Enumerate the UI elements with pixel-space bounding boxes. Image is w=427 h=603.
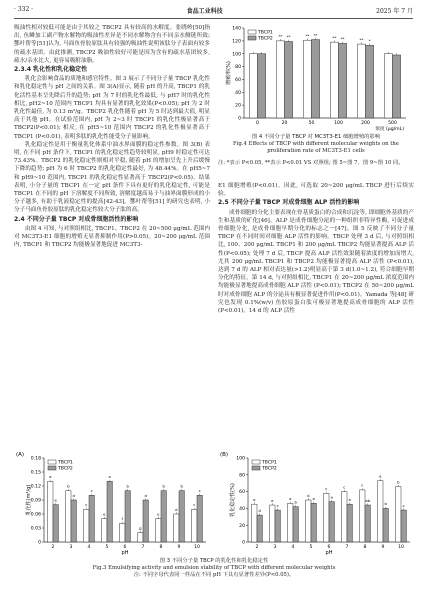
y-tick-label: 20 xyxy=(239,523,245,529)
bar xyxy=(312,40,320,118)
significance-label: c xyxy=(276,502,279,508)
significance-label: d xyxy=(258,507,261,513)
x-tick-label: 100 xyxy=(334,121,343,126)
bar xyxy=(324,493,329,542)
section-heading: 2.4 不同分子量 TBCP 对成骨细胞活性的影响 xyxy=(14,215,139,223)
significance-label: b xyxy=(180,483,183,489)
significance-label: a xyxy=(379,473,382,479)
significance-label: e xyxy=(271,497,274,503)
bar xyxy=(401,510,406,542)
significance-label: e xyxy=(253,497,256,503)
bar xyxy=(378,481,383,542)
significance-label: c xyxy=(402,502,405,508)
figure-4-chart xyxy=(218,22,414,134)
legend-swatch xyxy=(48,460,56,464)
significance-label: ab xyxy=(365,497,371,503)
y-tick-label: 0.15 xyxy=(30,470,41,476)
x-tick-label: 3 xyxy=(69,545,73,550)
significance-label: d xyxy=(144,492,147,498)
x-tick-label: 8 xyxy=(159,545,163,550)
x-tick-label: 5 xyxy=(105,545,109,550)
bar xyxy=(161,491,166,542)
significance-label: b xyxy=(162,483,165,489)
bar xyxy=(275,510,280,542)
y-tick-label: 40 xyxy=(235,90,241,96)
x-tick-label: 4 xyxy=(87,545,91,550)
bar xyxy=(125,491,130,542)
paragraph: 成骨细胞的分化主要表现在骨基质蛋白的合成和沉淀等, 即细胞外基质的产生和基质的矿化[46]。ALP 是成骨细胞分泌的一种组织非特异性酶, 可促进成骨细胞分化, 是成骨细胞早期分化的标志之一[47]。图 5 反映了不同分子量 TBCP 在不同时间对细胞 ALP 活性的影响。TBCP 处理 3 d 后, 与对照组相比, 100、200 μg/mL TBCP1 和 200 μg/mL TBCP2 均能显著提高 ALP 活性(P<0.05); 处理 7 d 后, TBCP 提高 ALP 活性效果随着浓度的增加而增大, 尤其 200 μg/mL TBCP1 和 TBCP2 均能极显著提高 ALP 活性 (P<0.01), 达到 7 d 的 ALP 相对表达量(>1.2)明显高于第 3 d(1.0~1.2), 符合细胞早期分化的特征。第 14 d, 与对照组相比, TBCP1 在 20~200 μg/mL 浓度范围内均能极显著地提高成骨细胞 ALP 活性 (P<0.01); TBCP2 在 50~200 μg/mL 时对成骨细胞 ALP 的分泌具有极显著促进作用(P<0.01)。Yamada 等[48] 研究也发现 0.1%(w/v) 鱼胶原蛋白肽可极显著地提高成骨细胞的 ALP 活性(P<0.01)。14 d 的 ALP 活性 xyxy=(218,209,414,315)
significance-label: e xyxy=(103,511,106,517)
paragraph: 由图 4 可知, 与对照组相比, TBCP1、TBCP2 在 20~500 μg/mL 范围内对 MC3T3-E1 细胞的增殖无显著抑制作用(P>0.05)。20~200 μg/mL 范围内, TBCP1 和 TBCP2 均能极显著地促进 MC3T3- xyxy=(14,225,210,249)
bar xyxy=(396,487,401,542)
significance-label: a xyxy=(49,474,52,480)
legend-label: TBCP2 xyxy=(262,466,277,472)
x-tick-label: 10 xyxy=(194,545,200,550)
panel-tag: (B) xyxy=(220,452,229,458)
bar xyxy=(330,42,338,118)
y-tick-label: 80 xyxy=(239,473,245,479)
journal-name: 食品工业科技 xyxy=(186,8,223,15)
y-axis-label: 乳化性(m²/g) xyxy=(26,484,32,516)
bar xyxy=(360,490,365,542)
left-column xyxy=(14,24,210,249)
x-tick-label: 8 xyxy=(363,545,367,550)
y-tick-label: 0.18 xyxy=(30,456,41,462)
significance-label: d xyxy=(175,506,178,512)
legend-swatch xyxy=(248,36,256,40)
bar xyxy=(138,533,143,542)
significance-label: e xyxy=(157,511,160,517)
legend-swatch xyxy=(248,30,256,34)
paragraph: 乳化会影响食品的质地和感官特性。图 3 展示了不同分子量 TBCP 乳化性和乳化稳定性与 pH 之间的关系。图 3(A)显示, 随着 pH 的升高, TBCP1 的乳化活性基本呈先降后升的趋势; pH 为 7 时的乳化性最低, 与 pH7 时的乳化性相比, pH2~10 范围内 TBCP1 均具有显著的乳化效果(P<0.05); pH 为 2 时乳化性最佳, 为 0.13 m²/g。TBCP2 乳化性随着 pH 为 5 时达到最大值, 明显高于其他 pH。在试验范围内, pH 为 2~3 时 TBCP1 的乳化性极显著高于 TBCP2(P<0.01); 相反, 在 pH5~10 范围内 TBCP2 的乳化性极显著高于 TBCP1 (P<0.01), 表明多肽的乳化性能受分子量影响。 xyxy=(14,76,210,140)
bar xyxy=(102,519,107,542)
significance-label: c xyxy=(361,482,364,488)
significance-label: c xyxy=(193,502,196,508)
bar xyxy=(257,515,262,542)
y-axis-label: 增殖率(%) xyxy=(226,61,232,85)
running-header xyxy=(14,6,413,19)
figure-3-caption xyxy=(14,558,414,579)
significance-label: a xyxy=(312,496,315,502)
significance-label: f xyxy=(121,516,123,522)
bar xyxy=(53,505,58,542)
significance-label: * xyxy=(368,38,371,44)
y-tick-label: 0 xyxy=(38,540,41,546)
x-tick-label: 7 xyxy=(141,545,145,550)
bar xyxy=(179,491,184,542)
x-tick-label: 6 xyxy=(327,545,331,550)
legend-label: TBCP2 xyxy=(58,466,73,472)
bar xyxy=(384,54,392,118)
significance-label: ** xyxy=(340,36,345,42)
page-number: · 332 · xyxy=(14,6,34,13)
bar xyxy=(285,42,293,119)
bar xyxy=(197,495,202,542)
figure-3b-chart xyxy=(218,448,414,556)
bar xyxy=(249,54,257,118)
section-heading: 2.3.4 乳化性和乳化稳定性 xyxy=(14,66,88,74)
x-tick-label: 4 xyxy=(291,545,295,550)
x-tick-label: 2 xyxy=(51,545,55,550)
bar xyxy=(48,481,53,542)
legend-label: TBCP1 xyxy=(258,30,273,36)
section-heading: 2.5 不同分子量 TBCP 对成骨细胞 ALP 活性的影响 xyxy=(218,199,360,207)
bar xyxy=(276,41,284,118)
significance-label: e xyxy=(289,496,292,502)
bar xyxy=(258,54,266,118)
bar xyxy=(329,502,334,542)
x-tick-label: 3 xyxy=(273,545,277,550)
bar xyxy=(311,503,316,542)
paragraph: E1 细胞增殖(P<0.01)。因此, 可选取 20~200 μg/mL TBCP 进行后续实验。 xyxy=(218,183,414,198)
significance-label: a xyxy=(348,497,351,503)
bar xyxy=(156,519,161,542)
bar xyxy=(357,44,365,118)
legend-label: TBCP2 xyxy=(258,36,273,42)
y-tick-label: 0.03 xyxy=(30,526,41,532)
x-axis-label: pH xyxy=(325,550,333,556)
bar xyxy=(84,509,89,542)
y-tick-label: 140 xyxy=(232,26,241,32)
y-tick-label: 100 xyxy=(232,52,241,58)
significance-label: e xyxy=(54,497,57,503)
bar xyxy=(365,505,370,542)
bar xyxy=(293,507,298,542)
significance-label: a xyxy=(108,474,111,480)
x-tick-label: 500 xyxy=(388,121,397,126)
legend-swatch xyxy=(252,460,260,464)
y-tick-label: 0 xyxy=(242,540,245,546)
panel-tag: (A) xyxy=(16,452,25,458)
significance-label: ** xyxy=(305,32,310,38)
y-axis-label: 乳化稳定性(%) xyxy=(230,483,236,517)
bar xyxy=(89,495,94,542)
x-tick-label: 7 xyxy=(345,545,349,550)
figure-4-caption-cn: 图 4 不同分子量 TBCP 对 MC3T3-E1 细胞增殖的影响 xyxy=(251,134,381,140)
figure-4-caption xyxy=(218,134,414,155)
y-tick-label: 60 xyxy=(239,490,245,496)
bar xyxy=(288,503,293,542)
bar xyxy=(347,504,352,542)
significance-label: g xyxy=(139,525,142,531)
significance-label: d xyxy=(307,492,310,498)
significance-label: c xyxy=(198,488,201,494)
significance-label: b xyxy=(384,501,387,507)
bar xyxy=(252,504,257,542)
bar xyxy=(71,500,76,542)
legend-label: TBCP1 xyxy=(262,460,277,466)
x-tick-label: 50 xyxy=(308,121,315,126)
significance-label: c xyxy=(325,486,328,492)
bar xyxy=(366,45,374,118)
y-tick-label: 20 xyxy=(235,103,241,109)
legend-swatch xyxy=(48,466,56,470)
bar xyxy=(306,500,311,542)
x-tick-label: 20 xyxy=(281,121,288,126)
right-column xyxy=(218,182,414,315)
significance-label: b xyxy=(67,483,70,489)
significance-label: b xyxy=(294,499,297,505)
significance-label: c xyxy=(85,502,88,508)
x-tick-label: 5 xyxy=(309,545,313,550)
y-tick-label: 0.06 xyxy=(30,512,41,518)
bar xyxy=(339,43,347,118)
x-axis-label: pH xyxy=(121,550,129,556)
bar xyxy=(270,505,275,542)
x-tick-label: 10 xyxy=(398,545,404,550)
significance-label: ** xyxy=(286,34,291,40)
y-tick-label: 0 xyxy=(238,116,241,122)
paragraph: 吸油性相对较低可能是由于其较之 TBCP2 具有较高的水解度。张晓岭[50]指出, 鱼鳞加工副产物水解物的吸油性差异是不同水解物含有不同亲水侧链所致; 酆叶帮等[51]认为, 马面鱼骨胶原肽具有较强的吸油性说明该肽分子表面有较多的疏水基团。由此推测, TBCP2 吸油性较好可能是因为含有的疏水基团较多, 疏水/亲水比大, 更容易吸附油脂。 xyxy=(14,25,210,64)
significance-label: c xyxy=(90,488,93,494)
bar xyxy=(383,508,388,542)
issue-date: 2025 年 7 月 xyxy=(376,8,413,15)
paragraph: 乳化稳定性是用于衡量乳化体系中油水界面膜的稳定性参数。图 3(B) 表明, 在不同 pH 条件下, TBCP1 的乳化稳定性趋势较明显, pH9 时稳定性可达 73.43%。TBCP2 的乳化稳定性则相对平稳, 随着 pH 的增加呈先上升后缓慢下降的趋势; pH 为 6 时 TBCP2 的乳化稳定性最好, 为 48.44%。在 pH5~7 和 pH9~10 范围内, TBCP1 的乳化稳定性显著高于 TBCP2(P<0.05)。结果表明, 小分子量的 TBCP1 在一定 pH 条件下具有更好的乳化稳定性, 可能是 TBCP1 在不同的 pH 下溶解度不同所致, 溶解度越高易于与油界面膜形成的小分子越多, 有助于乳液稳定性的提高[42-43]。酆叶帮等[51] 的研究也表明, 小分子马面鱼骨胶原肽的乳化稳定性较大分子肽的高。 xyxy=(14,141,210,214)
bar xyxy=(303,40,311,118)
bar xyxy=(120,523,125,542)
y-tick-label: 40 xyxy=(239,507,245,512)
x-tick-label: 6 xyxy=(123,545,127,550)
bar xyxy=(342,492,347,542)
bar xyxy=(192,509,197,542)
legend-label: TBCP1 xyxy=(58,460,73,466)
x-tick-label: 9 xyxy=(177,545,181,550)
significance-label: b xyxy=(397,479,400,485)
significance-label: ** xyxy=(278,33,283,39)
y-tick-label: 0.09 xyxy=(30,498,41,504)
significance-label: ** xyxy=(332,34,337,40)
significance-label: ** xyxy=(359,36,364,42)
x-tick-label: 200 xyxy=(361,121,370,126)
legend-swatch xyxy=(252,466,260,470)
x-tick-label: 0 xyxy=(256,121,259,126)
bar xyxy=(143,500,148,542)
figure-3-caption-cn: 图 3 不同分子量 TBCP 的乳化性和乳化稳定性 xyxy=(159,558,269,564)
figure-3a-chart xyxy=(14,448,210,556)
significance-label: c xyxy=(343,484,346,490)
significance-label: b xyxy=(126,483,129,489)
figure-4-note: 注: *表示 P<0.05, **表示 P<0.01 VS 对照组; 图 5~图 7、图 9~图 10 同。 xyxy=(218,160,404,166)
y-tick-label: 120 xyxy=(232,39,241,45)
significance-label: d xyxy=(72,492,75,498)
figure-3-note: 注: 不同字母代表同一样品在不同 pH 下具有显著性差异(P<0.05)。 xyxy=(133,572,295,578)
figure-3-caption-en: Fig.3 Emulsifying activity and emulsion stability of TBCP with different molecular weights xyxy=(92,565,336,571)
x-tick-label: 9 xyxy=(381,545,385,550)
y-tick-label: 0.12 xyxy=(30,484,41,490)
figure-4-caption-en: Fig.4 Effects of TBCP with different molecular weights on the proliferation rate of MC3T3-E1 cells xyxy=(233,141,399,154)
y-tick-label: 80 xyxy=(235,65,241,71)
significance-label: ** xyxy=(313,32,318,38)
y-tick-label: 100 xyxy=(236,456,245,462)
y-tick-label: 60 xyxy=(235,78,241,84)
x-unit-label: 浓度 (μg/mL) xyxy=(375,127,404,132)
x-tick-label: 2 xyxy=(255,545,259,550)
significance-label: a xyxy=(330,494,333,500)
bar xyxy=(66,491,71,542)
bar xyxy=(107,481,112,542)
bar xyxy=(174,514,179,542)
bar xyxy=(393,55,401,118)
